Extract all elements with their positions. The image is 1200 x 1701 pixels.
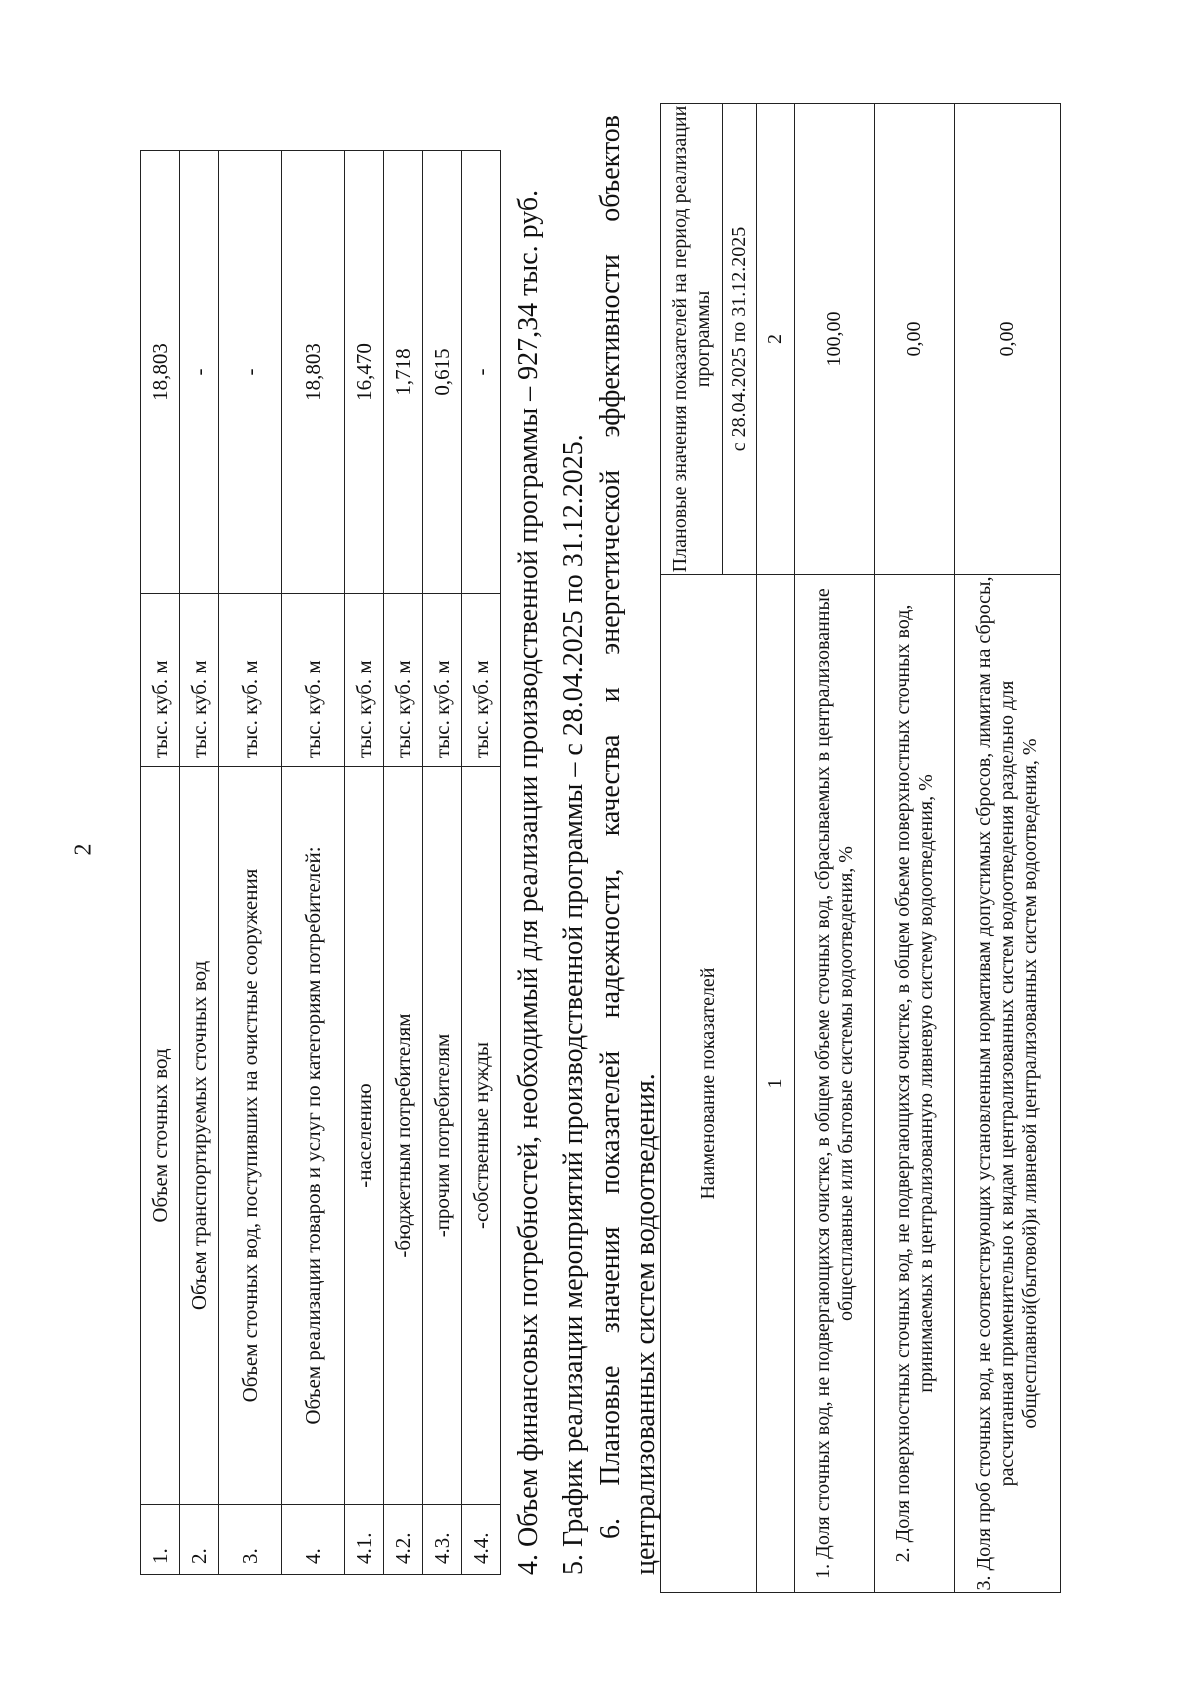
header-period: с 28.04.2025 по 31.12.2025 [723, 104, 757, 575]
row-unit: тыс. куб. м [219, 594, 282, 767]
table-row [795, 104, 875, 1593]
table-row [423, 151, 462, 1575]
table-row [875, 104, 955, 1593]
row-name: Объем сточных вод, поступивших на очистные сооружения [219, 767, 282, 1505]
indicator-name: 2. Доля поверхностных сточных вод, не подвергающихся очистке, в общем объеме поверхностных сточных вод, принимаемых в централизованную ливневую систему водоотведения, % [875, 575, 955, 1593]
indicator-name: 3. Доля проб сточных вод, не соответствующих установленным нормативам допустимых сбросов, лимитам на сбросы, рассчитанная применительно к видам централизованных систем водоотведения раздельно для общесплавной(бытовой)и ливневой централизованных систем водоотведения, % [955, 575, 1061, 1593]
row-value: - [462, 151, 501, 594]
row-unit: тыс. куб. м [141, 594, 180, 767]
table-row [180, 151, 219, 1575]
table-row [141, 151, 180, 1575]
row-value: - [219, 151, 282, 594]
page-number: 2 [70, 843, 97, 856]
row-number: 2. [180, 1505, 219, 1575]
row-name: -собственные нужды [462, 767, 501, 1505]
header-indicator-name: Наименование показателей [661, 575, 757, 1593]
volume-table [140, 150, 501, 1575]
indicator-value: 100,00 [795, 104, 875, 575]
paragraph-indicators-line1: 6. Плановые значения показателей надежности, качества и энергетической эффективности объектов [595, 115, 626, 1539]
row-number: 4. [282, 1505, 345, 1575]
row-number: 4.3. [423, 1505, 462, 1575]
row-name: Объем реализации товаров и услуг по категориям потребителей: [282, 767, 345, 1505]
row-name: Объем транспортируемых сточных вод [180, 767, 219, 1505]
row-value: 0,615 [423, 151, 462, 594]
table-row [219, 151, 282, 1575]
indicator-value: 0,00 [955, 104, 1061, 575]
row-unit: тыс. куб. м [384, 594, 423, 767]
column-number-row [757, 104, 795, 1593]
table-row [345, 151, 384, 1575]
row-name: -населению [345, 767, 384, 1505]
table-row [955, 104, 1061, 1593]
header-plan-values: Плановые значения показателей на период реализации программы [661, 104, 723, 575]
row-unit: тыс. куб. м [180, 594, 219, 767]
row-unit: тыс. куб. м [345, 594, 384, 767]
indicators-table [660, 103, 1061, 1593]
column-number: 2 [757, 104, 795, 575]
row-name: -бюджетным потребителям [384, 767, 423, 1505]
row-unit: тыс. куб. м [423, 594, 462, 767]
row-value: 16,470 [345, 151, 384, 594]
row-unit: тыс. куб. м [462, 594, 501, 767]
table-row [384, 151, 423, 1575]
column-number: 1 [757, 575, 795, 1593]
paragraph-schedule: 5. График реализации мероприятий производственной программы – с 28.04.2025 по 31.12.2025. [558, 434, 589, 1575]
indicator-value: 0,00 [875, 104, 955, 575]
indicator-name: 1. Доля сточных вод, не подвергающихся очистке, в общем объеме сточных вод, сбрасываемых в централизованные общесплавные или бытовые системы водоотведения, % [795, 575, 875, 1593]
row-value: 18,803 [282, 151, 345, 594]
row-number: 4.4. [462, 1505, 501, 1575]
row-number: 4.2. [384, 1505, 423, 1575]
row-number: 1. [141, 1505, 180, 1575]
row-unit: тыс. куб. м [282, 594, 345, 767]
row-value: 18,803 [141, 151, 180, 594]
row-number: 3. [219, 1505, 282, 1575]
row-name: -прочим потребителям [423, 767, 462, 1505]
header-row [661, 104, 723, 1593]
paragraph-financial-needs: 4. Объем финансовых потребностей, необходимый для реализации производственной программы – 927,34 тыс. руб. [513, 189, 544, 1575]
row-value: - [180, 151, 219, 594]
paragraph-indicators-line2: централизованных систем водоотведения. [630, 1073, 661, 1575]
row-value: 1,718 [384, 151, 423, 594]
table-row [282, 151, 345, 1575]
table-row [462, 151, 501, 1575]
row-number: 4.1. [345, 1505, 384, 1575]
row-name: Объем сточных вод [141, 767, 180, 1505]
